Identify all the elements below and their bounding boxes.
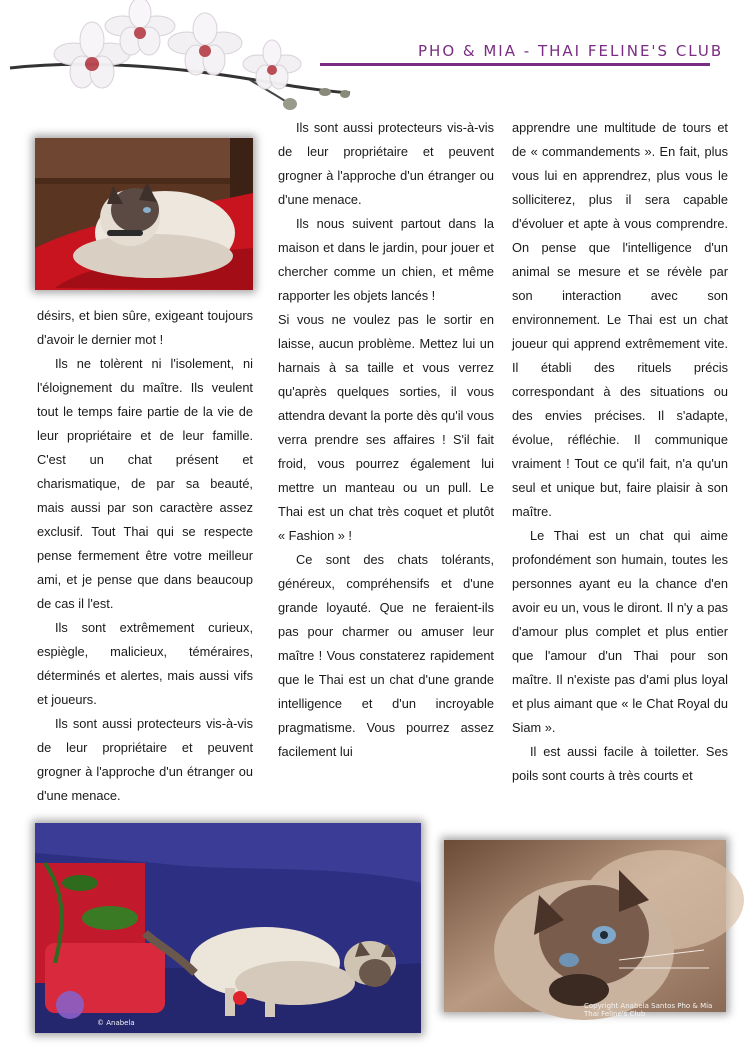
text-column-right (512, 116, 728, 788)
text-column-left (37, 304, 253, 808)
text-column-middle (278, 116, 494, 764)
paragraph: Ils ne tolèrent ni l'isolement, ni l'éloignement du maître. Ils veulent tout le temps faire partie de la vie de leur propriétaire et de leur famille. C'est un chat présent et charismatique, de par sa beauté, mais aussi par son caractère assez exclusif. Tout Thai qui se respecte pense fermement être votre meilleur ami, et je pense que dans beaucoup de cas il l'est. (37, 356, 253, 611)
paragraph: Si vous ne voulez pas le sortir en laisse, aucun problème. Mettez lui un harnais à sa taille et vous verrez qu'après quelques sorties, il vous attendra devant la porte dès qu'il vous verra prendre ses affaires ! S'il fait froid, vous pourrez également lui mettre un manteau ou un pull. Le Thai est un chat très coquet et plutôt « Fashion » ! (278, 312, 494, 543)
paragraph: Ce sont des chats tolérants, généreux, compréhensifs et d'une grande loyauté. Que ne feraient-ils pas pour charmer ou amuser leur maître ! Vous constaterez rapidement que le Thai est un chat d'une grande intelligence et d'un incroyable pragmatisme. Vous pourrez assez facilement lui (278, 552, 494, 759)
paragraph: Ils nous suivent partout dans la maison et dans le jardin, pour jouer et chercher comme un chien, et même rapporter les objets lancés ! (278, 216, 494, 303)
site-title: PHO & MIA - THAI FELINE'S CLUB (418, 42, 724, 60)
paragraph: apprendre une multitude de tours et de « commandements ». En fait, plus vous lui en apprendrez, plus vous le solliciterez, plus il sera capable d'évoluer et apte à vous comprendre. On pense que l'intelligence d'un animal se mesure et se révèle par son interaction avec son environnement. Le Thai est un chat joueur qui apprend extrêmement vite. Il établi des rituels précis correspondant à des situations ou des envies précises. Il s'adapte, évolue, réfléchie. Il communique vraiment ! Tout ce qu'il fait, n'a qu'un seul et unique but, faire plaisir à son maître. (512, 120, 728, 519)
photo-credit: © Anabela (97, 1019, 135, 1027)
page-header (0, 0, 751, 115)
title-underline (320, 63, 710, 66)
paragraph: Ils sont aussi protecteurs vis-à-vis de leur propriétaire et peuvent grogner à l'approche d'un étranger ou d'une menace. (278, 120, 494, 207)
paragraph: Il est aussi facile à toiletter. Ses poils sont courts à très courts et (512, 744, 728, 783)
photo-cat-on-red-cushion (35, 138, 253, 290)
photo-cat-playing-on-blue-sofa (35, 823, 421, 1033)
paragraph: Le Thai est un chat qui aime profondément son humain, toutes les personnes ayant eu la chance d'en avoir eu un, vous le diront. Il n'y a pas d'amour plus complet et plus entier que l'amour d'un Thai pour son maître. Il n'existe pas d'ami plus loyal et plus aimant que « le Chat Royal du Siam ». (512, 528, 728, 735)
photo-cat-face-closeup (444, 840, 726, 1018)
paragraph: Ils sont extrêmement curieux, espiègle, malicieux, téméraires, déterminés et alertes, mais aussi vifs et joueurs. (37, 620, 253, 707)
paragraph: Ils sont aussi protecteurs vis-à-vis de leur propriétaire et peuvent grogner à l'approche d'un étranger ou d'une menace. (37, 716, 253, 803)
orchid-branch-decoration (0, 0, 400, 115)
paragraph: désirs, et bien sûre, exigeant toujours d'avoir le dernier mot ! (37, 308, 253, 347)
photo-credit: Copyright Anabela Santos Pho & Mia Thai Feline's Club (584, 1002, 713, 1018)
